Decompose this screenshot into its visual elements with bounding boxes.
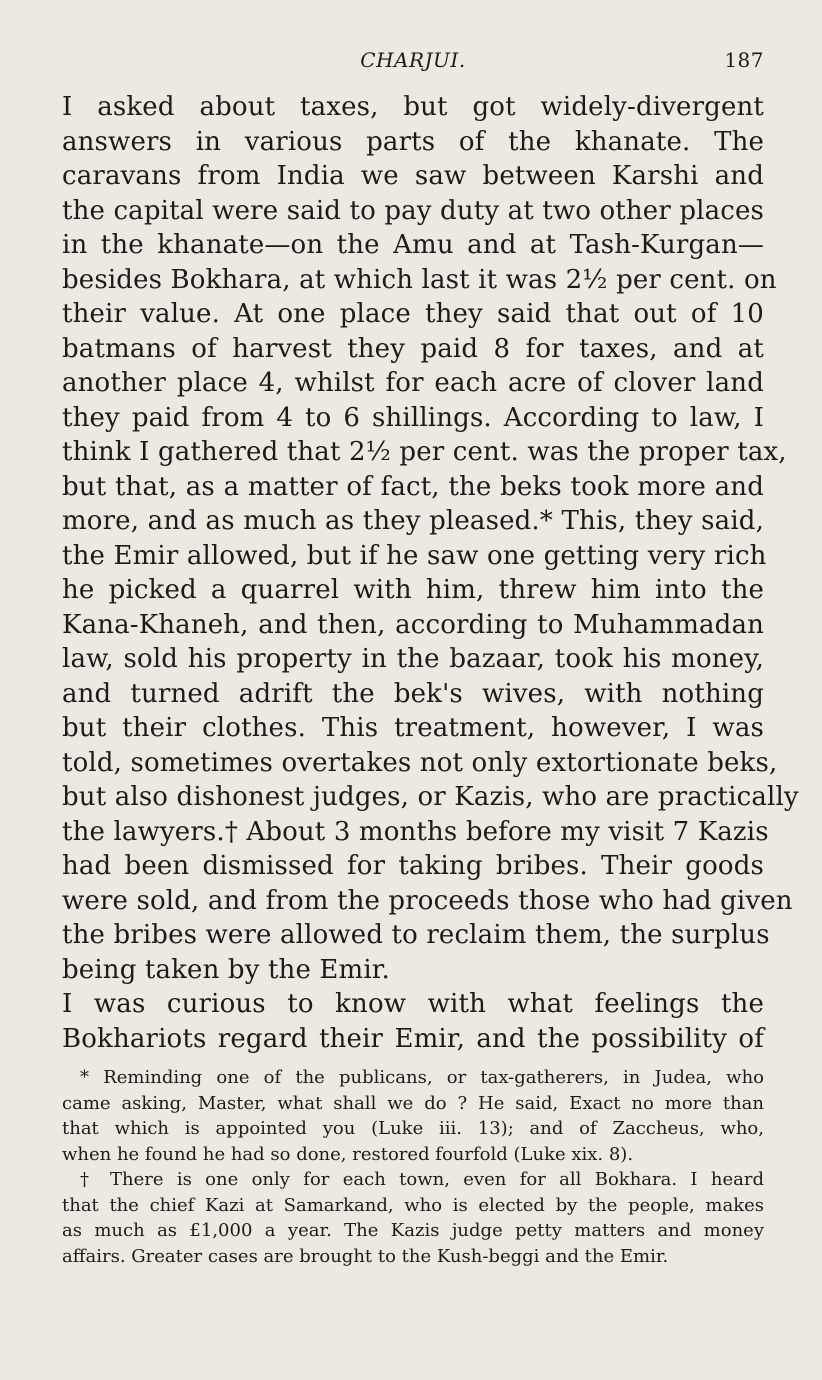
- text-line: answers in various parts of the khanate. The: [62, 126, 764, 157]
- text-line: the lawyers.† About 3 months before my visit 7 Kazis: [62, 816, 769, 847]
- text-line: caravans from India we saw between Karshi and: [62, 161, 764, 191]
- text-line: I asked about taxes, but got widely-divergent: [62, 92, 764, 122]
- text-line: Kana-Khaneh, and then, according to Muhammadan: [62, 609, 764, 640]
- text-line: told, sometimes overtakes not only extortionate beks,: [62, 747, 778, 778]
- text-line: the bribes were allowed to reclaim them, the surplus: [62, 920, 770, 950]
- text-line: they paid from 4 to 6 shillings. According to law, I: [62, 402, 764, 433]
- text-line: the capital were said to pay duty at two other places: [62, 195, 764, 226]
- running-head: [62, 48, 764, 74]
- page-number: 187: [724, 48, 764, 72]
- footnote-line: as much as £1,000 a year. The Kazis judge petty matters and money: [62, 1220, 764, 1241]
- text-line: another place 4, whilst for each acre of clover land: [62, 368, 764, 398]
- text-line: I was curious to know with what feelings the: [62, 989, 764, 1019]
- text-line: and turned adrift the bek's wives, with nothing: [62, 678, 764, 709]
- text-line: law, sold his property in the bazaar, took his money,: [62, 644, 764, 674]
- footnote-line: * Reminding one of the publicans, or tax-gatherers, in Judea, who: [80, 1067, 764, 1088]
- text-line: being taken by the Emir.: [62, 954, 390, 985]
- footnote-line: that which is appointed you (Luke iii. 13); and of Zaccheus, who,: [62, 1118, 764, 1139]
- text-line: but that, as a matter of fact, the beks took more and: [62, 471, 764, 502]
- footnote-line: when he found he had so done, restored fourfold (Luke xix. 8).: [62, 1143, 634, 1165]
- text-line: Bokhariots regard their Emir, and the possibility of: [62, 1023, 764, 1054]
- footnote-line: that the chief Kazi at Samarkand, who is elected by the people, makes: [62, 1194, 764, 1216]
- text-line: their value. At one place they said that out of 10: [62, 299, 764, 329]
- footnote-line: † There is one only for each town, even for all Bokhara. I heard: [80, 1169, 764, 1190]
- text-line: besides Bokhara, at which last it was 2½ per cent. on: [62, 264, 777, 295]
- text-line: batmans of harvest they paid 8 for taxes, and at: [62, 333, 764, 364]
- text-line: he picked a quarrel with him, threw him into the: [62, 575, 764, 605]
- text-line: were sold, and from the proceeds those who had given: [62, 885, 793, 916]
- text-line: the Emir allowed, but if he saw one getting very rich: [62, 540, 767, 571]
- running-title: CHARJUI.: [360, 48, 466, 72]
- body-text: [62, 90, 799, 1056]
- text-line: in the khanate—on the Amu and at Tash-Kurgan—: [62, 230, 764, 260]
- text-line: but their clothes. This treatment, however, I was: [62, 713, 764, 743]
- footnote-line: affairs. Greater cases are brought to the Kush-beggi and the Emir.: [62, 1245, 669, 1267]
- text-line: more, and as much as they pleased.* This, they said,: [62, 506, 764, 536]
- text-line: but also dishonest judges, or Kazis, who are practically: [62, 782, 799, 812]
- footnote-line: came asking, Master, what shall we do ? He said, Exact no more than: [62, 1092, 764, 1114]
- text-line: had been dismissed for taking bribes. Their goods: [62, 851, 764, 881]
- text-line: think I gathered that 2½ per cent. was the proper tax,: [62, 437, 787, 467]
- footnotes: [62, 1065, 764, 1269]
